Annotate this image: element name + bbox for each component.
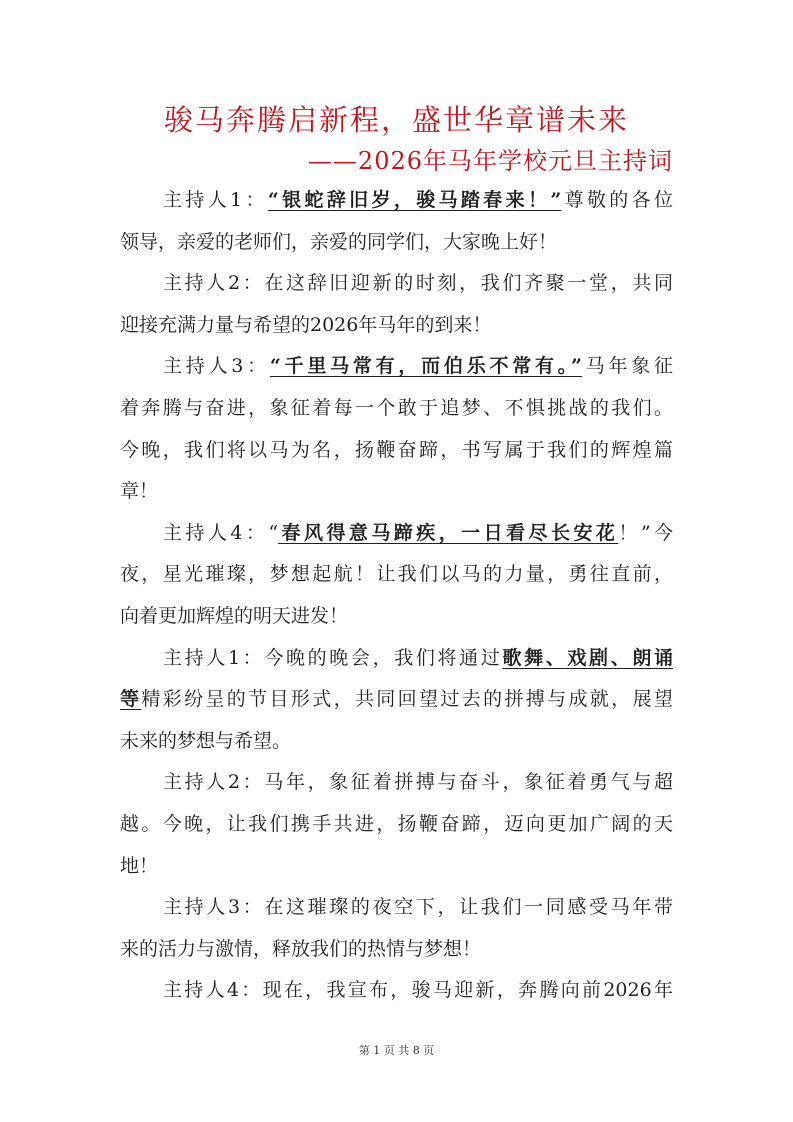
- paragraph: [120, 638, 673, 763]
- text-line: [120, 471, 673, 513]
- text-segment: 迎接充满力量与希望的2026年马年的到来！: [120, 313, 492, 336]
- text-line: [120, 430, 673, 472]
- text-segment: 地！: [120, 854, 159, 877]
- text-line: [120, 679, 673, 721]
- text-segment: 越。今晚，让我们携手共进，扬鞭奋蹄，迈向更加广阔的天: [120, 812, 673, 835]
- text-line: [120, 513, 673, 555]
- text-segment: 主持人1：: [163, 189, 268, 211]
- text-segment: 马年象征: [581, 355, 673, 378]
- text-segment: 主持人4：“: [163, 521, 279, 544]
- text-line: [120, 970, 673, 1012]
- text-segment: 来的活力与激情，释放我们的热情与梦想！: [120, 937, 482, 960]
- paragraph: [120, 513, 673, 638]
- text-segment: 尊敬的各位: [561, 189, 673, 211]
- text-segment: 精彩纷呈的节目形式，共同回望过去的拼搏与成就，展望: [141, 688, 673, 711]
- text-segment: ！”今: [618, 521, 673, 544]
- emphasized-text: 春风得意马蹄疾，一日看尽长安花: [278, 521, 619, 544]
- document-body: [120, 180, 673, 1012]
- text-segment: 主持人2：马年，象征着拼搏与奋斗，象征着勇气与超: [163, 771, 673, 794]
- text-line: [120, 305, 673, 347]
- text-line: [120, 721, 673, 763]
- text-line: [120, 346, 673, 388]
- text-segment: 夜，星光璀璨，梦想起航！让我们以马的力量，勇往直前，: [120, 563, 673, 586]
- text-line: [120, 554, 673, 596]
- text-segment: 主持人2：在这辞旧迎新的时刻，我们齐聚一堂，共同: [163, 272, 673, 295]
- text-line: [120, 762, 673, 804]
- text-segment: 领导，亲爱的老师们，亲爱的同学们，大家晚上好！: [120, 230, 558, 253]
- paragraph: [120, 263, 673, 346]
- text-segment: 主持人3：在这璀璨的夜空下，让我们一同感受马年带: [163, 896, 673, 919]
- text-segment: 主持人1：今晚的晚会，我们将通过: [163, 646, 503, 669]
- text-line: [120, 180, 673, 222]
- text-segment: 未来的梦想与希望。: [120, 729, 292, 752]
- document-subtitle: ——2026年马年学校元旦主持词: [307, 147, 673, 175]
- paragraph: [120, 346, 673, 512]
- page-footer: 第 1 页 共 8 页: [358, 1044, 435, 1057]
- text-line: [120, 929, 673, 971]
- text-segment: 今晚，我们将以马为名，扬鞭奋蹄，书写属于我们的辉煌篇: [120, 438, 673, 461]
- text-line: [120, 388, 673, 430]
- paragraph: [120, 970, 673, 1012]
- paragraph: [120, 887, 673, 970]
- text-line: [120, 638, 673, 680]
- document-title: 骏马奔腾启新程，盛世华章谱未来: [163, 103, 629, 137]
- text-line: [120, 846, 673, 888]
- emphasized-text: “银蛇辞旧岁，骏马踏春来！”: [267, 189, 562, 211]
- text-line: [120, 887, 673, 929]
- text-line: [120, 596, 673, 638]
- text-segment: 主持人3：: [163, 355, 270, 378]
- paragraph: [120, 762, 673, 887]
- text-segment: 章！: [120, 480, 159, 503]
- emphasized-text: 歌舞、戏剧、朗诵: [502, 646, 673, 669]
- text-segment: 主持人4：现在，我宣布，骏马迎新，奔腾向前2026年: [163, 979, 673, 1002]
- text-line: [120, 222, 673, 264]
- text-line: [120, 263, 673, 305]
- emphasized-text: 等: [120, 688, 142, 711]
- emphasized-text: “千里马常有，而伯乐不常有。”: [269, 355, 582, 378]
- paragraph: [120, 180, 673, 263]
- text-segment: 向着更加辉煌的明天进发！: [120, 604, 349, 627]
- text-segment: 着奔腾与奋进，象征着每一个敢于追梦、不惧挑战的我们。: [120, 396, 673, 419]
- text-line: [120, 804, 673, 846]
